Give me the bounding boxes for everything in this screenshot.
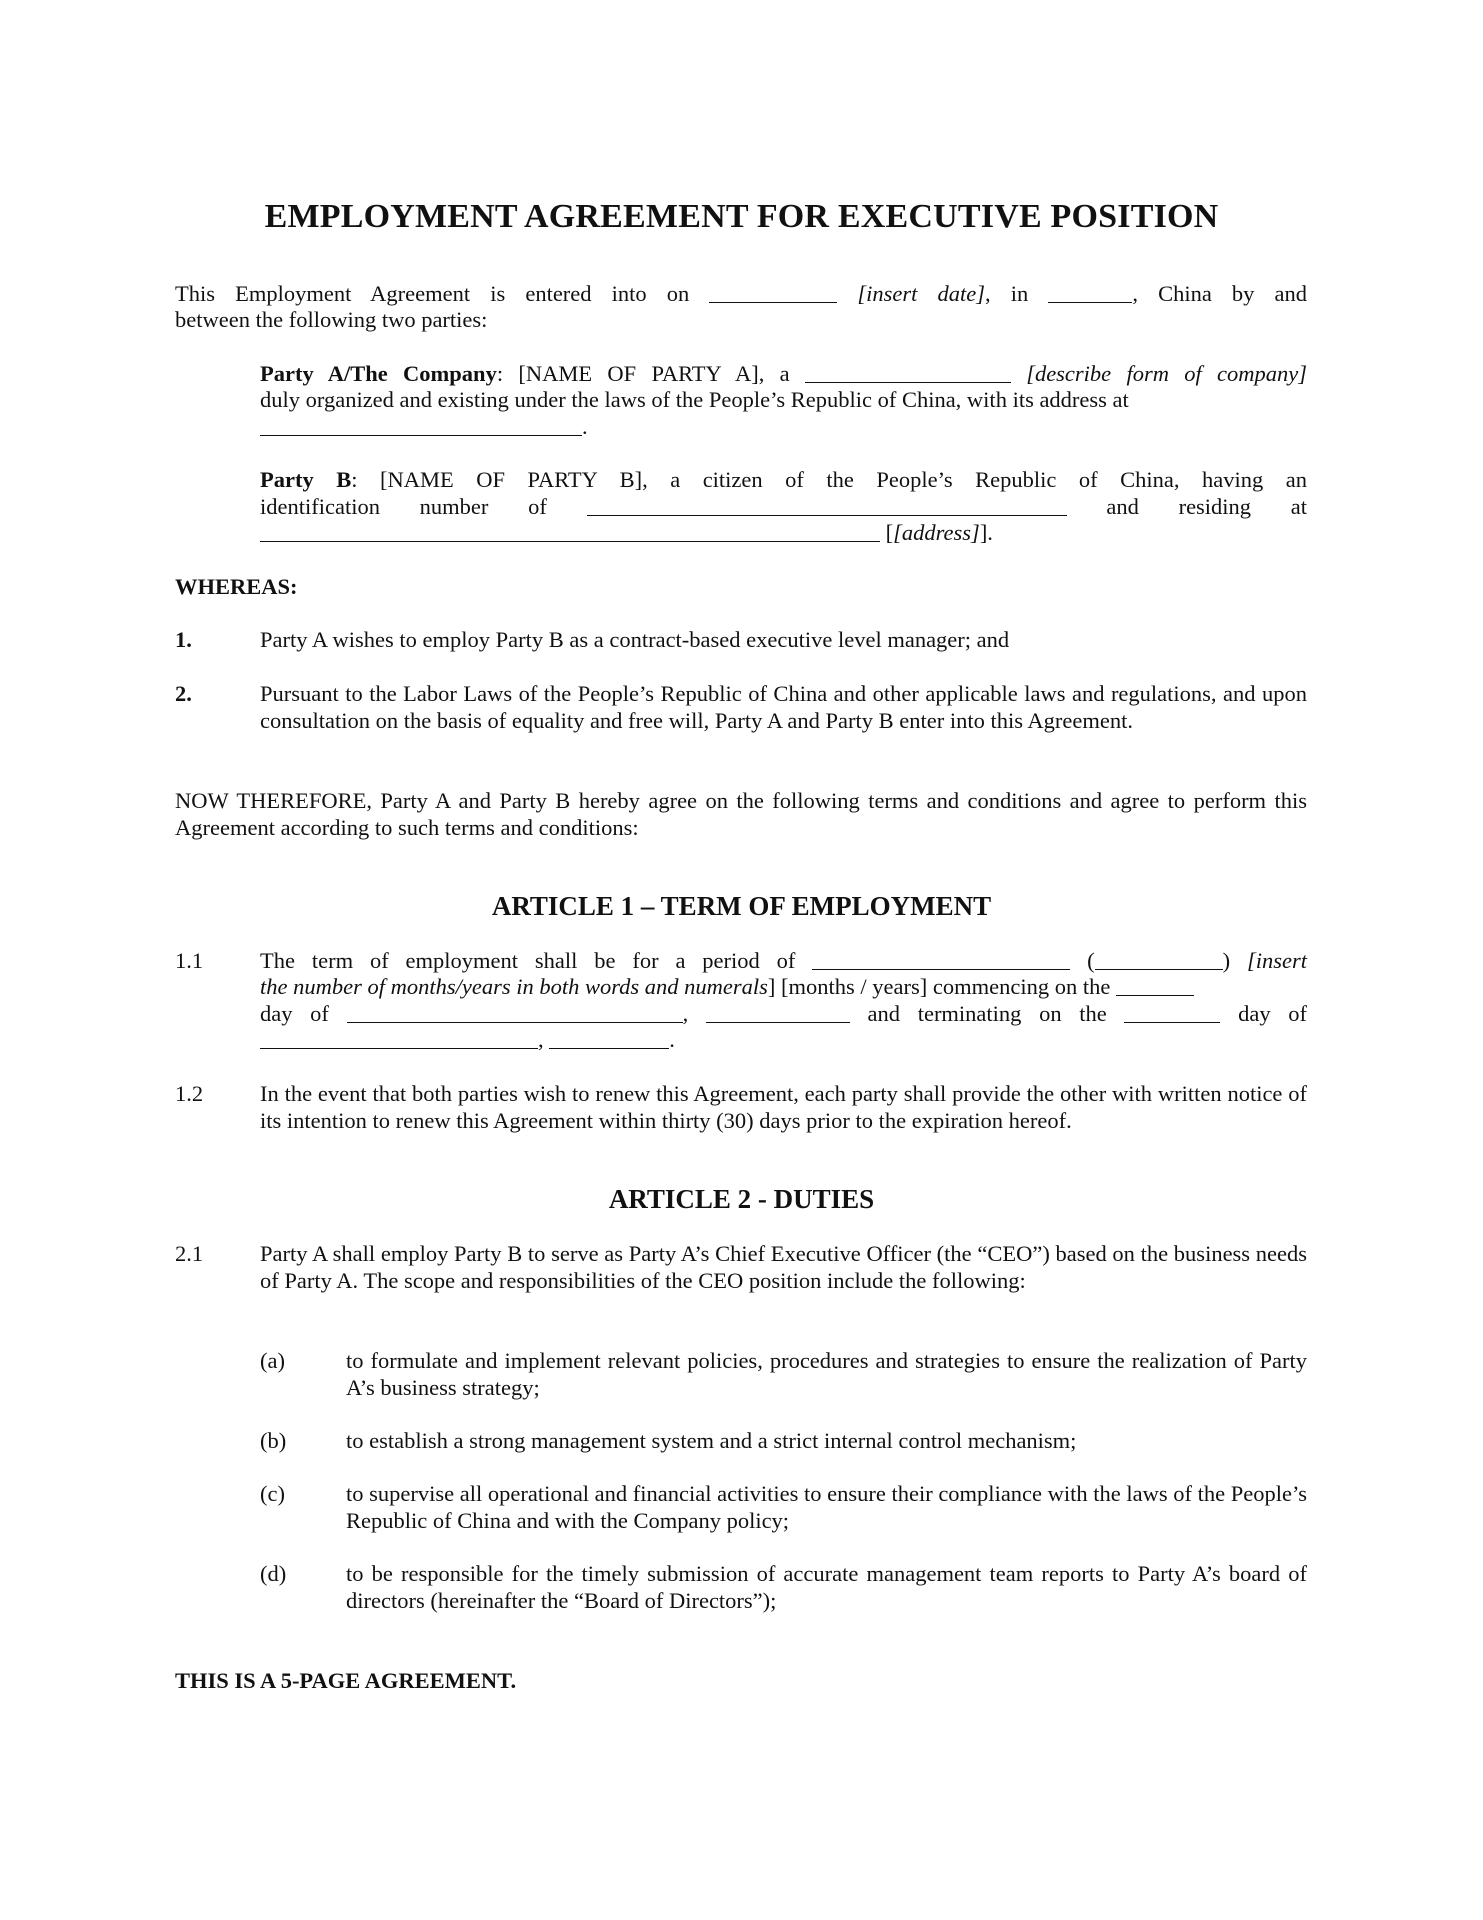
duty-item-text: to establish a strong management system and a strict internal control mechanism; — [346, 1428, 1077, 1453]
residing-label: and residing at — [1106, 494, 1308, 519]
intro-line-2: between the following two parties: — [175, 307, 488, 332]
section-1-1-number: 1.1 — [175, 948, 204, 973]
comma: , — [682, 1001, 689, 1026]
terminating-text: and terminating on the — [867, 1001, 1107, 1026]
city-blank — [1048, 282, 1132, 303]
party-a-line-2: duly organized and existing under the laws of the People’s Republic of China, with its address at — [260, 387, 1129, 412]
commencing-text: ] [months / years] commencing on the — [767, 974, 1111, 999]
intro-text-in: , in — [985, 281, 1029, 306]
company-form-blank — [805, 362, 1011, 383]
term-words-blank — [812, 949, 1070, 970]
party-a-colon: : — [496, 361, 504, 386]
term-numerals-blank — [1095, 949, 1223, 970]
party-b-text: [NAME OF PARTY B], a citizen of the People’s Republic of China, having an — [380, 467, 1308, 492]
duty-item-text: to formulate and implement relevant policies, procedures and strategies to ensure the realization of Party A’s business strategy; — [346, 1348, 1307, 1400]
day-of-text-2: day of — [1238, 1001, 1308, 1026]
duty-item-label: (a) — [260, 1348, 285, 1373]
party-b-line-3: [[address]]. — [260, 520, 1307, 547]
address-placeholder: [address] — [893, 520, 980, 545]
intro-line-1 — [175, 281, 1307, 308]
day-of-text: day of — [260, 1001, 329, 1026]
start-day-blank — [1116, 975, 1194, 996]
intro-text-china: , China by and — [1132, 281, 1307, 306]
whereas-item-text: Pursuant to the Labor Laws of the People’s Republic of China and other applicable laws and regulations, and upon consultation on the basis of equality and free will, Party A and Party B enter into this Agreement. — [260, 681, 1307, 733]
whereas-heading: WHEREAS: — [175, 574, 298, 599]
start-month-blank — [347, 1002, 683, 1023]
end-month-blank — [260, 1028, 538, 1049]
period: . — [669, 1027, 675, 1052]
section-1-2-text: In the event that both parties wish to renew this Agreement, each party shall provide the other with written notice of its intention to renew this Agreement within thirty (30) days prior to the expiration hereof. — [260, 1081, 1307, 1133]
party-b-colon: : — [351, 467, 358, 492]
duty-item-label: (b) — [260, 1428, 287, 1453]
now-therefore-paragraph: NOW THEREFORE, Party A and Party B hereby agree on the following terms and conditions and agree to perform this Agreement according to such terms and conditions: — [175, 788, 1307, 840]
date-blank — [709, 282, 837, 303]
end-year-blank — [549, 1028, 669, 1049]
start-year-blank — [706, 1002, 850, 1023]
party-a-label: Party A/The Company — [260, 361, 497, 386]
page-count-notice: THIS IS A 5-PAGE AGREEMENT. — [175, 1668, 517, 1693]
duty-item-text: to be responsible for the timely submission of accurate management team reports to Party A’s board of directors (hereinafter the “Board of Directors”); — [346, 1561, 1307, 1613]
duty-item-label: (d) — [260, 1561, 287, 1586]
party-a-name: [NAME OF PARTY A], a — [518, 361, 790, 386]
section-2-1-text: Party A shall employ Party B to serve as Party A’s Chief Executive Officer (the “CEO”) based on the business needs of Party A. The scope and responsibilities of the CEO position include the following: — [260, 1241, 1307, 1293]
party-a-line-3 — [260, 414, 860, 441]
party-b-line-2 — [260, 494, 1307, 521]
party-b-label: Party B — [260, 467, 352, 492]
section-1-1-line-4 — [260, 1027, 1307, 1054]
article-1-heading: ARTICLE 1 – TERM OF EMPLOYMENT — [491, 891, 992, 921]
comma: , — [538, 1027, 544, 1052]
address-blank-b — [260, 521, 880, 542]
end-day-blank — [1124, 1002, 1220, 1023]
insert-placeholder: [insert — [1247, 948, 1308, 973]
document-title: EMPLOYMENT AGREEMENT FOR EXECUTIVE POSITION — [264, 198, 1219, 235]
party-a-end: . — [582, 414, 588, 439]
whereas-item-number: 2. — [175, 681, 192, 706]
whereas-item-number: 1. — [175, 627, 192, 652]
section-1-2-number: 1.2 — [175, 1081, 204, 1106]
section-2-1-number: 2.1 — [175, 1241, 204, 1266]
address-blank-a — [260, 415, 582, 436]
open-paren: ( — [1087, 948, 1095, 973]
months-years-instruction: the number of months/years in both words and numerals — [260, 974, 768, 999]
section-1-1-line-3 — [260, 1001, 1307, 1028]
term-text: The term of employment shall be for a period of — [260, 948, 796, 973]
id-number-blank — [587, 495, 1067, 516]
duty-item-text: to supervise all operational and financial activities to ensure their compliance with the laws of the People’s Republic of China and with the Company policy; — [346, 1481, 1307, 1533]
section-1-1-line-1 — [260, 948, 1307, 975]
party-b-line-1 — [260, 467, 1307, 494]
article-2-heading: ARTICLE 2 - DUTIES — [608, 1184, 875, 1214]
close-paren: ) — [1222, 948, 1231, 973]
id-label: identification number of — [260, 494, 547, 519]
intro-text: This Employment Agreement is entered into on — [175, 281, 690, 306]
duty-item-label: (c) — [260, 1481, 285, 1506]
whereas-item-text: Party A wishes to employ Party B as a contract-based executive level manager; and — [260, 627, 1010, 652]
insert-date-placeholder: [insert date] — [857, 281, 986, 306]
party-a-line-1 — [260, 361, 1307, 388]
describe-form-placeholder: [describe form of company] — [1026, 361, 1307, 386]
section-1-1-line-2 — [260, 974, 1307, 1001]
